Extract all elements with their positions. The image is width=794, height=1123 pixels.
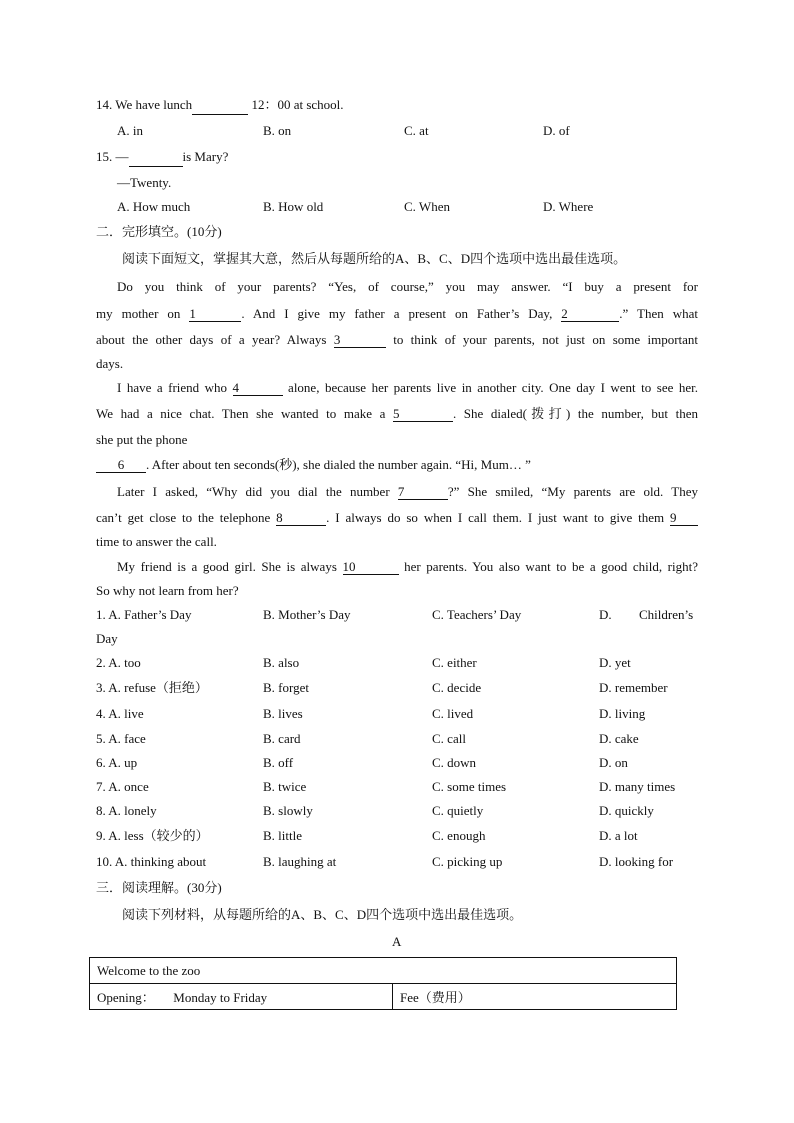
zoo-opening-label: Opening： [97, 990, 155, 1005]
q15-option-c: C. When [404, 199, 450, 214]
q14-option-b: B. on [263, 123, 292, 138]
cloze-1-option-d-text: Children’s [639, 607, 694, 622]
cloze-5-option-d: D. cake [599, 731, 639, 746]
zoo-fee-label: Fee（费用） [400, 990, 471, 1005]
cloze-1-option-d-wrap: Day [96, 631, 118, 646]
reading-part-label: A [392, 934, 402, 949]
passage-text: Later I asked, “Why did you dial the number [117, 484, 390, 499]
zoo-fee-cell [393, 984, 677, 1010]
cloze-7-option-a: 7. A. once [96, 779, 149, 794]
cloze-6-option-b: B. off [263, 755, 294, 770]
cloze-10-option-b: B. laughing at [263, 854, 337, 869]
passage-text: . And I give my father a present on Father’s Day, [241, 306, 553, 321]
passage-text: her parents. You also want to be a good child, right? [404, 559, 699, 574]
cloze-9-option-b: B. little [263, 828, 302, 843]
cloze-blank-4: 4 [233, 381, 283, 396]
cloze-7-option-b: B. twice [263, 779, 307, 794]
passage-text: my mother on [96, 306, 181, 321]
passage-text: can’t get close to the telephone [96, 510, 271, 525]
passage-line-2 [96, 305, 698, 323]
passage-text: alone, because her parents live in another city. One day I went to see her. [288, 380, 698, 395]
cloze-6-option-c: C. down [432, 755, 477, 770]
cloze-2-option-d: D. yet [599, 655, 631, 670]
cloze-8-option-b: B. slowly [263, 803, 313, 818]
cloze-3-option-b: B. forget [263, 680, 309, 695]
passage-line-8 [96, 456, 698, 474]
passage-text: My friend is a good girl. She is always [117, 559, 337, 574]
q15-stem-after: is Mary? [182, 149, 229, 164]
cloze-10-option-a: 10. A. thinking about [96, 854, 207, 869]
section-2-instruction: 阅读下面短文，掌握其大意，然后从每题所给的A、B、C、D四个选项中选出最佳选项。 [122, 251, 627, 266]
cloze-3-option-a: 3. A. refuse（拒绝） [96, 680, 208, 695]
q14-stem-after: 12：00 at school. [251, 97, 344, 112]
passage-text: about the other days of a year? Always [96, 332, 327, 347]
passage-line-4: days. [96, 356, 124, 371]
cloze-9-option-c: C. enough [432, 828, 486, 843]
cloze-1-option-d-letter: D. [599, 607, 612, 622]
cloze-blank-6: 6 [96, 458, 146, 473]
cloze-3-option-d: D. remember [599, 680, 668, 695]
q14-option-a: A. in [117, 123, 143, 138]
cloze-10-option-c: C. picking up [432, 854, 503, 869]
cloze-8-option-c: C. quietly [432, 803, 484, 818]
passage-line-6 [96, 405, 698, 423]
passage-line-9 [117, 483, 698, 501]
q15-blank [129, 148, 183, 167]
cloze-2-option-a: 2. A. too [96, 655, 141, 670]
passage-text: . She dialed(拨打) the number, but then [452, 406, 698, 421]
cloze-9-option-a: 9. A. less（较少的） [96, 828, 209, 843]
q15-option-b: B. How old [263, 199, 324, 214]
passage-line-3 [96, 331, 698, 349]
cloze-4-option-a: 4. A. live [96, 706, 144, 721]
passage-line-1: Do you think of your parents? “Yes, of course,” you may answer. “I buy a present for [117, 279, 698, 294]
cloze-blank-10: 10 [343, 560, 399, 575]
passage-text: .” Then what [619, 306, 698, 321]
passage-text: ?” She smiled, “My parents are old. They [447, 484, 699, 499]
cloze-blank-3: 3 [334, 333, 386, 348]
passage-line-12 [117, 558, 698, 576]
passage-line-7: she put the phone [96, 432, 188, 447]
cloze-6-option-a: 6. A. up [96, 755, 138, 770]
cloze-5-option-a: 5. A. face [96, 731, 146, 746]
cloze-blank-1: 1 [189, 307, 241, 322]
passage-text: We had a nice chat. Then she wanted to make a [96, 406, 386, 421]
cloze-blank-2: 2 [561, 307, 619, 322]
q14-option-d: D. of [543, 123, 570, 138]
cloze-10-option-d: D. looking for [599, 854, 674, 869]
zoo-opening-value: Monday to Friday [173, 990, 268, 1005]
passage-text: . I always do so when I call them. I just want to give them [326, 510, 665, 525]
section-3-instruction: 阅读下列材料，从每题所给的A、B、C、D四个选项中选出最佳选项。 [122, 907, 523, 922]
zoo-opening-cell [90, 984, 393, 1010]
cloze-8-option-d: D. quickly [599, 803, 654, 818]
cloze-1-option-b: B. Mother’s Day [263, 607, 351, 622]
cloze-2-option-c: C. either [432, 655, 477, 670]
zoo-table-title: Welcome to the zoo [90, 958, 677, 984]
passage-text: I have a friend who [117, 380, 228, 395]
cloze-blank-7: 7 [398, 485, 448, 500]
cloze-6-option-d: D. on [599, 755, 628, 770]
cloze-4-option-b: B. lives [263, 706, 303, 721]
q15-option-d: D. Where [543, 199, 594, 214]
cloze-4-option-c: C. lived [432, 706, 474, 721]
zoo-info-table [89, 957, 677, 1010]
cloze-2-option-b: B. also [263, 655, 300, 670]
cloze-1-option-c: C. Teachers’ Day [432, 607, 522, 622]
cloze-5-option-c: C. call [432, 731, 466, 746]
question-14 [96, 96, 698, 115]
q14-option-c: C. at [404, 123, 429, 138]
cloze-3-option-c: C. decide [432, 680, 482, 695]
section-2-title: 二．完形填空。(10分) [96, 224, 222, 239]
cloze-5-option-b: B. card [263, 731, 301, 746]
passage-text: . After about ten seconds(秒), she dialed the number again. “Hi, Mum… ” [146, 457, 531, 472]
q14-stem-before: 14. We have lunch [96, 97, 193, 112]
passage-line-5 [117, 379, 698, 397]
passage-line-13: So why not learn from her? [96, 583, 239, 598]
cloze-4-option-d: D. living [599, 706, 646, 721]
passage-text: to think of your parents, not just on some important [393, 332, 699, 347]
cloze-blank-8: 8 [276, 511, 326, 526]
q15-option-a: A. How much [117, 199, 191, 214]
cloze-8-option-a: 8. A. lonely [96, 803, 157, 818]
passage-line-11: time to answer the call. [96, 534, 217, 549]
q15-answer-line: —Twenty. [117, 175, 172, 190]
q14-blank [192, 96, 248, 115]
cloze-7-option-c: C. some times [432, 779, 507, 794]
cloze-9-option-d: D. a lot [599, 828, 638, 843]
cloze-blank-5: 5 [393, 407, 453, 422]
question-15 [96, 148, 698, 167]
q15-stem-before: 15. — [96, 149, 129, 164]
cloze-7-option-d: D. many times [599, 779, 676, 794]
section-3-title: 三．阅读理解。(30分) [96, 880, 222, 895]
cloze-1-option-a: 1. A. Father’s Day [96, 607, 192, 622]
cloze-blank-9: 9 [670, 511, 698, 526]
passage-line-10 [96, 509, 698, 527]
